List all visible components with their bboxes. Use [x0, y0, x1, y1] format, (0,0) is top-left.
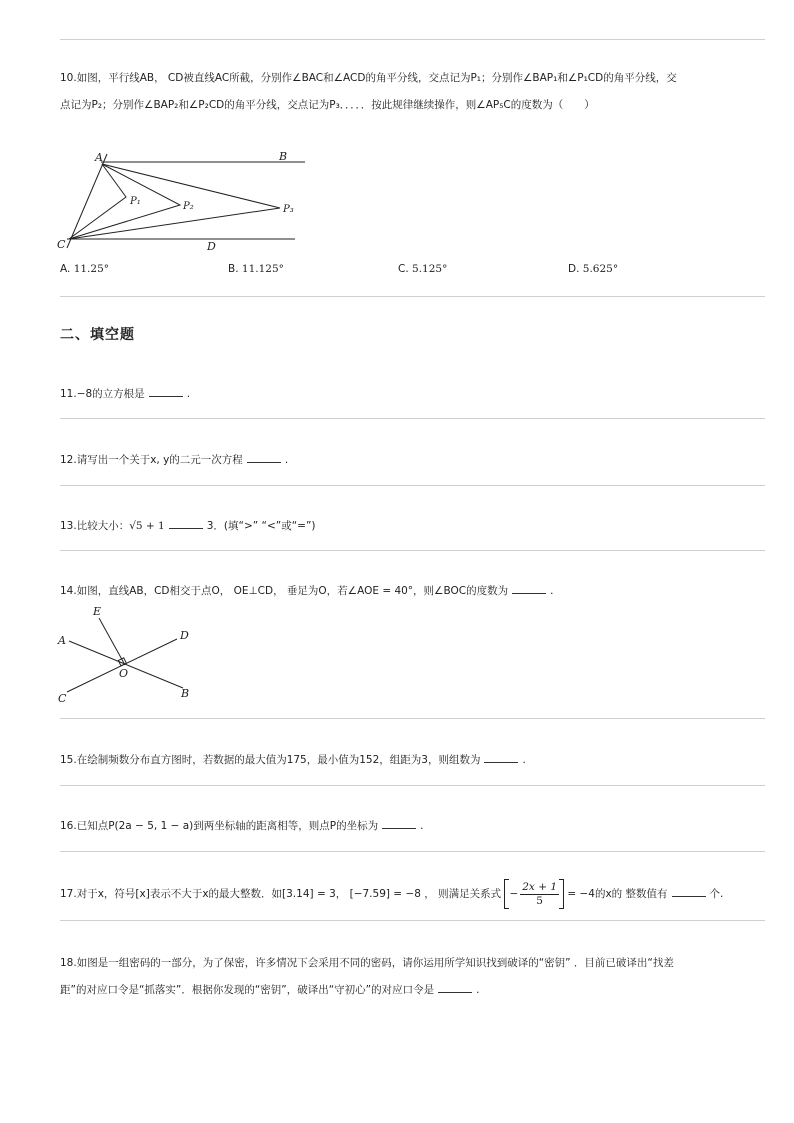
question-16: 16.已知点P(2a − 5, 1 − a)到两坐标轴的距离相等，则点P的坐标为 . [60, 820, 424, 832]
divider [60, 296, 765, 297]
answer-blank[interactable] [438, 982, 472, 993]
question-15: 15.在绘制频数分布直方图时，若数据的最大值为175，最小值为152，组距为3，则组数为 . [60, 754, 526, 766]
answer-blank[interactable] [247, 452, 281, 463]
label-a: A [58, 634, 66, 647]
question-14-figure [55, 602, 205, 702]
label-p2: P₂ [183, 201, 194, 212]
option-a[interactable]: A. 11.25° [60, 263, 109, 275]
label-p3: P₃ [283, 204, 294, 215]
option-c[interactable]: C. 5.125° [398, 263, 448, 275]
answer-blank[interactable] [169, 518, 203, 529]
floor-bracket: − $\frac{2x + 1}{5}$ [504, 879, 564, 909]
label-b: B [181, 687, 190, 700]
question-10-line-2: 点记为P₂；分别作∠BAP₂和∠P₂CD的角平分线，交点记为P₃．．．．．按此规律继续操作，则∠AP₅C的度数为（ ） [60, 99, 595, 111]
divider [60, 418, 765, 419]
label-e: E [93, 605, 102, 618]
answer-blank[interactable] [512, 583, 546, 594]
divider [60, 39, 765, 40]
answer-blank[interactable] [672, 886, 706, 897]
label-p1: P₁ [130, 196, 141, 207]
answer-blank[interactable] [149, 386, 183, 397]
question-13: 13.比较大小：√5 + 1 3．(填“>” “<”或“=”) [60, 520, 316, 532]
label-c: C [58, 692, 67, 702]
label-d: D [207, 240, 216, 253]
question-12: 12.请写出一个关于x, y的二元一次方程 . [60, 454, 289, 466]
ray-oe [99, 618, 125, 665]
question-18-line-2: 距”的对应口令是“抓落实”．根据你发现的“密钥”，破译出“守初心”的对应口令是 . [60, 984, 480, 996]
line-ab [69, 641, 183, 688]
bisector-p3 [69, 164, 280, 239]
section-title: 二、填空题 [60, 327, 135, 343]
question-17: 17.对于x，符号[x]表示不大于x的最大整数．如[3.14] = 3， [−7.59] = −8 ， 则满足关系式 − $\frac{2x + 1}{5}$ = −4的x的 整数值有 个. [60, 876, 760, 912]
answer-blank[interactable] [382, 818, 416, 829]
label-o: O [119, 667, 129, 680]
label-d: D [180, 629, 189, 642]
label-a: A [95, 151, 103, 164]
option-d[interactable]: D. 5.625° [568, 263, 619, 275]
question-14: 14.如图，直线AB，CD相交于点O， OE⊥CD， 垂足为O，若∠AOE = 40°，则∠BOC的度数为 . [60, 585, 554, 597]
divider [60, 718, 765, 719]
divider [60, 920, 765, 921]
question-10-line-1: 10.如图，平行线AB， CD被直线AC所截，分别作∠BAC和∠ACD的角平分线，交点记为P₁；分别作∠BAP₁和∠P₁CD的角平分线，交 [60, 72, 677, 84]
label-c: C [57, 238, 66, 251]
divider [60, 785, 765, 786]
option-b[interactable]: B. 11.125° [228, 263, 284, 275]
question-11: 11.−8的立方根是 . [60, 388, 191, 400]
divider [60, 550, 765, 551]
bisector-p2 [69, 164, 180, 239]
divider [60, 485, 765, 486]
divider [60, 851, 765, 852]
answer-blank[interactable] [484, 752, 518, 763]
question-10-figure [55, 144, 315, 262]
question-18-line-1: 18.如图是一组密码的一部分，为了保密，许多情况下会采用不同的密码，请你运用所学知识找到破译的“密钥” ．目前已破译出“找差 [60, 957, 674, 969]
label-b: B [279, 150, 288, 163]
